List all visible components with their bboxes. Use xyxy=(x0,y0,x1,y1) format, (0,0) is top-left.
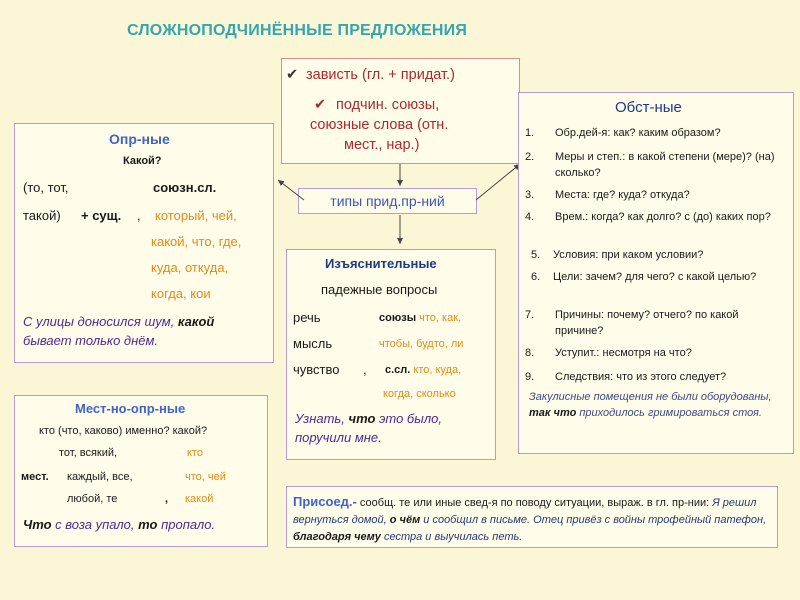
explanatory-word-line1 xyxy=(385,364,461,376)
attributive-row1-right: союзн.сл. xyxy=(153,180,217,195)
adverbial-title: Обст-ные xyxy=(615,99,682,116)
check-icon-2: ✔ xyxy=(314,97,327,113)
explanatory-example-b: что xyxy=(348,411,376,426)
attributive-example-line2: бывает только днём. xyxy=(23,333,159,348)
adverbial-example xyxy=(529,389,791,421)
pronominal-row2-label: мест. xyxy=(21,471,49,483)
attributive-row2-comma: , xyxy=(137,208,141,223)
explanatory-subtitle: падежные вопросы xyxy=(321,282,438,297)
check-icon: ✔ xyxy=(286,67,299,83)
attributive-row4: куда, откуда, xyxy=(151,260,229,275)
pronominal-example xyxy=(23,517,215,532)
adverbial-example-b: так что xyxy=(529,407,577,419)
explanatory-example-line2: поручили мне. xyxy=(295,430,382,445)
attributive-row1-left: (то, тот, xyxy=(23,180,69,195)
types-label: типы прид.пр-ний xyxy=(298,188,477,214)
attributive-box xyxy=(14,123,274,363)
arrow-to-opr xyxy=(278,180,304,200)
adverbial-item-text: Условия: при каком условии? xyxy=(553,249,704,261)
dependency-line-3: союзные слова (отн. xyxy=(310,117,449,133)
explanatory-example-c: это было, xyxy=(375,411,442,426)
explanatory-word-2: мысль xyxy=(293,336,333,351)
explanatory-conj-line2: чтобы, будто, ли xyxy=(379,338,464,350)
adverbial-item-number: 2. xyxy=(525,151,535,163)
dependency-line-1: зависть (гл. + придат.) xyxy=(306,67,455,83)
arrow-to-obst xyxy=(476,164,520,200)
adverbial-list-item xyxy=(525,209,787,225)
adverbial-list-item xyxy=(531,269,793,285)
adverbial-item-text: Врем.: когда? как долго? с (до) каких пор? xyxy=(555,211,771,223)
connective-definition: сообщ. те или иные свед-я по поводу ситуации, выраж. в гл. пр-нии: xyxy=(356,497,713,509)
pronominal-row1-right: кто xyxy=(187,447,203,459)
pronominal-row1-left: тот, всякий, xyxy=(59,447,118,459)
adverbial-box xyxy=(518,92,794,454)
adverbial-item-text: Меры и степ.: в какой степени (мере)? (на) сколько? xyxy=(555,151,775,179)
adverbial-item-text: Цели: зачем? для чего? с какой целью? xyxy=(553,271,757,283)
adverbial-item-number: 5. xyxy=(531,249,541,261)
attributive-row2-plus: + сущ. xyxy=(81,208,122,223)
pronominal-example-d: пропало. xyxy=(157,517,216,532)
page-title: СЛОЖНОПОДЧИНЁННЫЕ ПРЕДЛОЖЕНИЯ xyxy=(127,22,468,39)
attributive-row3: какой, что, где, xyxy=(151,234,242,249)
explanatory-word-1: речь xyxy=(293,310,321,325)
adverbial-example-c: приходилось гримироваться стоя. xyxy=(576,407,762,419)
pronominal-box xyxy=(14,395,268,547)
adverbial-item-number: 3. xyxy=(525,189,535,201)
connective-text xyxy=(293,493,773,546)
adverbial-item-text: Уступит.: несмотря на что? xyxy=(555,347,692,359)
pronominal-row3-comma: , xyxy=(165,493,169,505)
pronominal-row2-right: что, чей xyxy=(185,471,226,483)
connective-example-2b: благодаря чему xyxy=(293,531,381,543)
connective-box xyxy=(286,486,778,548)
attributive-row2-right: который, чей, xyxy=(155,208,237,223)
pronominal-question: кто (что, каково) именно? какой? xyxy=(39,425,208,437)
connective-example-1b: о чём xyxy=(389,514,421,526)
adverbial-list-item xyxy=(525,307,787,339)
attributive-example-a: С улицы доносился шум, xyxy=(23,314,178,329)
explanatory-word-line2: когда, сколько xyxy=(383,388,456,400)
explanatory-word-3: чувство xyxy=(293,362,340,377)
adverbial-example-a: Закулисные помещения не были оборудованы, xyxy=(529,391,772,403)
adverbial-item-number: 7. xyxy=(525,309,535,321)
adverbial-item-text: Следствия: что из этого следует? xyxy=(555,371,727,383)
explanatory-comma: , xyxy=(363,362,367,377)
explanatory-box xyxy=(286,249,496,460)
adverbial-item-number: 4. xyxy=(525,211,535,223)
connective-example-2c: сестра и выучилась петь. xyxy=(380,531,523,543)
explanatory-word-values: кто, куда, xyxy=(410,364,462,376)
adverbial-item-number: 6. xyxy=(531,271,541,283)
explanatory-example-line1 xyxy=(295,411,442,426)
attributive-example-b: какой xyxy=(177,314,215,329)
pronominal-row3-left: любой, те xyxy=(67,493,118,505)
explanatory-conj-values: что, как, xyxy=(416,312,462,324)
adverbial-list-item xyxy=(525,369,787,385)
adverbial-list-item xyxy=(531,247,793,263)
pronominal-row3-right: какой xyxy=(185,493,214,505)
explanatory-example-a: Узнать, xyxy=(295,411,349,426)
attributive-row5: когда, кои xyxy=(151,286,211,301)
explanatory-word-label: с.сл. xyxy=(385,364,411,376)
attributive-example-line1 xyxy=(23,314,214,329)
attributive-row2-left: такой) xyxy=(23,208,61,223)
adverbial-item-number: 1. xyxy=(525,127,535,139)
adverbial-item-text: Места: где? куда? откуда? xyxy=(555,189,690,201)
pronominal-example-c: то xyxy=(138,517,158,532)
pronominal-row2-left: каждый, все, xyxy=(67,471,133,483)
adverbial-item-number: 9. xyxy=(525,371,535,383)
connective-label: Присоед.- xyxy=(293,494,357,509)
adverbial-list-item xyxy=(525,149,787,181)
adverbial-list-item xyxy=(525,187,787,203)
attributive-title: Опр-ные xyxy=(109,131,170,147)
dependency-line-2: подчин. союзы, xyxy=(336,97,440,113)
dependency-line-4: мест., нар.) xyxy=(344,137,420,153)
adverbial-item-text: Причины: почему? отчего? по какой причине? xyxy=(555,309,739,337)
adverbial-list-item xyxy=(525,125,787,141)
attributive-question: Какой? xyxy=(123,155,162,167)
connective-example-1c: и сообщил в письме. Отец привёз с войны трофейный патефон, xyxy=(420,514,767,526)
explanatory-conj-label: союзы xyxy=(379,312,417,324)
adverbial-item-number: 8. xyxy=(525,347,535,359)
explanatory-title: Изъяснительные xyxy=(325,256,437,271)
pronominal-example-a: Что xyxy=(23,517,52,532)
connective-example-1a: Я решил вернуться домой, xyxy=(293,497,757,526)
explanatory-conj-line1 xyxy=(379,312,461,324)
adverbial-list-item xyxy=(525,345,787,361)
pronominal-title: Мест-но-опр-ные xyxy=(75,401,186,416)
pronominal-example-b: с воза упало, xyxy=(51,517,139,532)
adverbial-item-text: Обр.дей-я: как? каким образом? xyxy=(555,127,721,139)
